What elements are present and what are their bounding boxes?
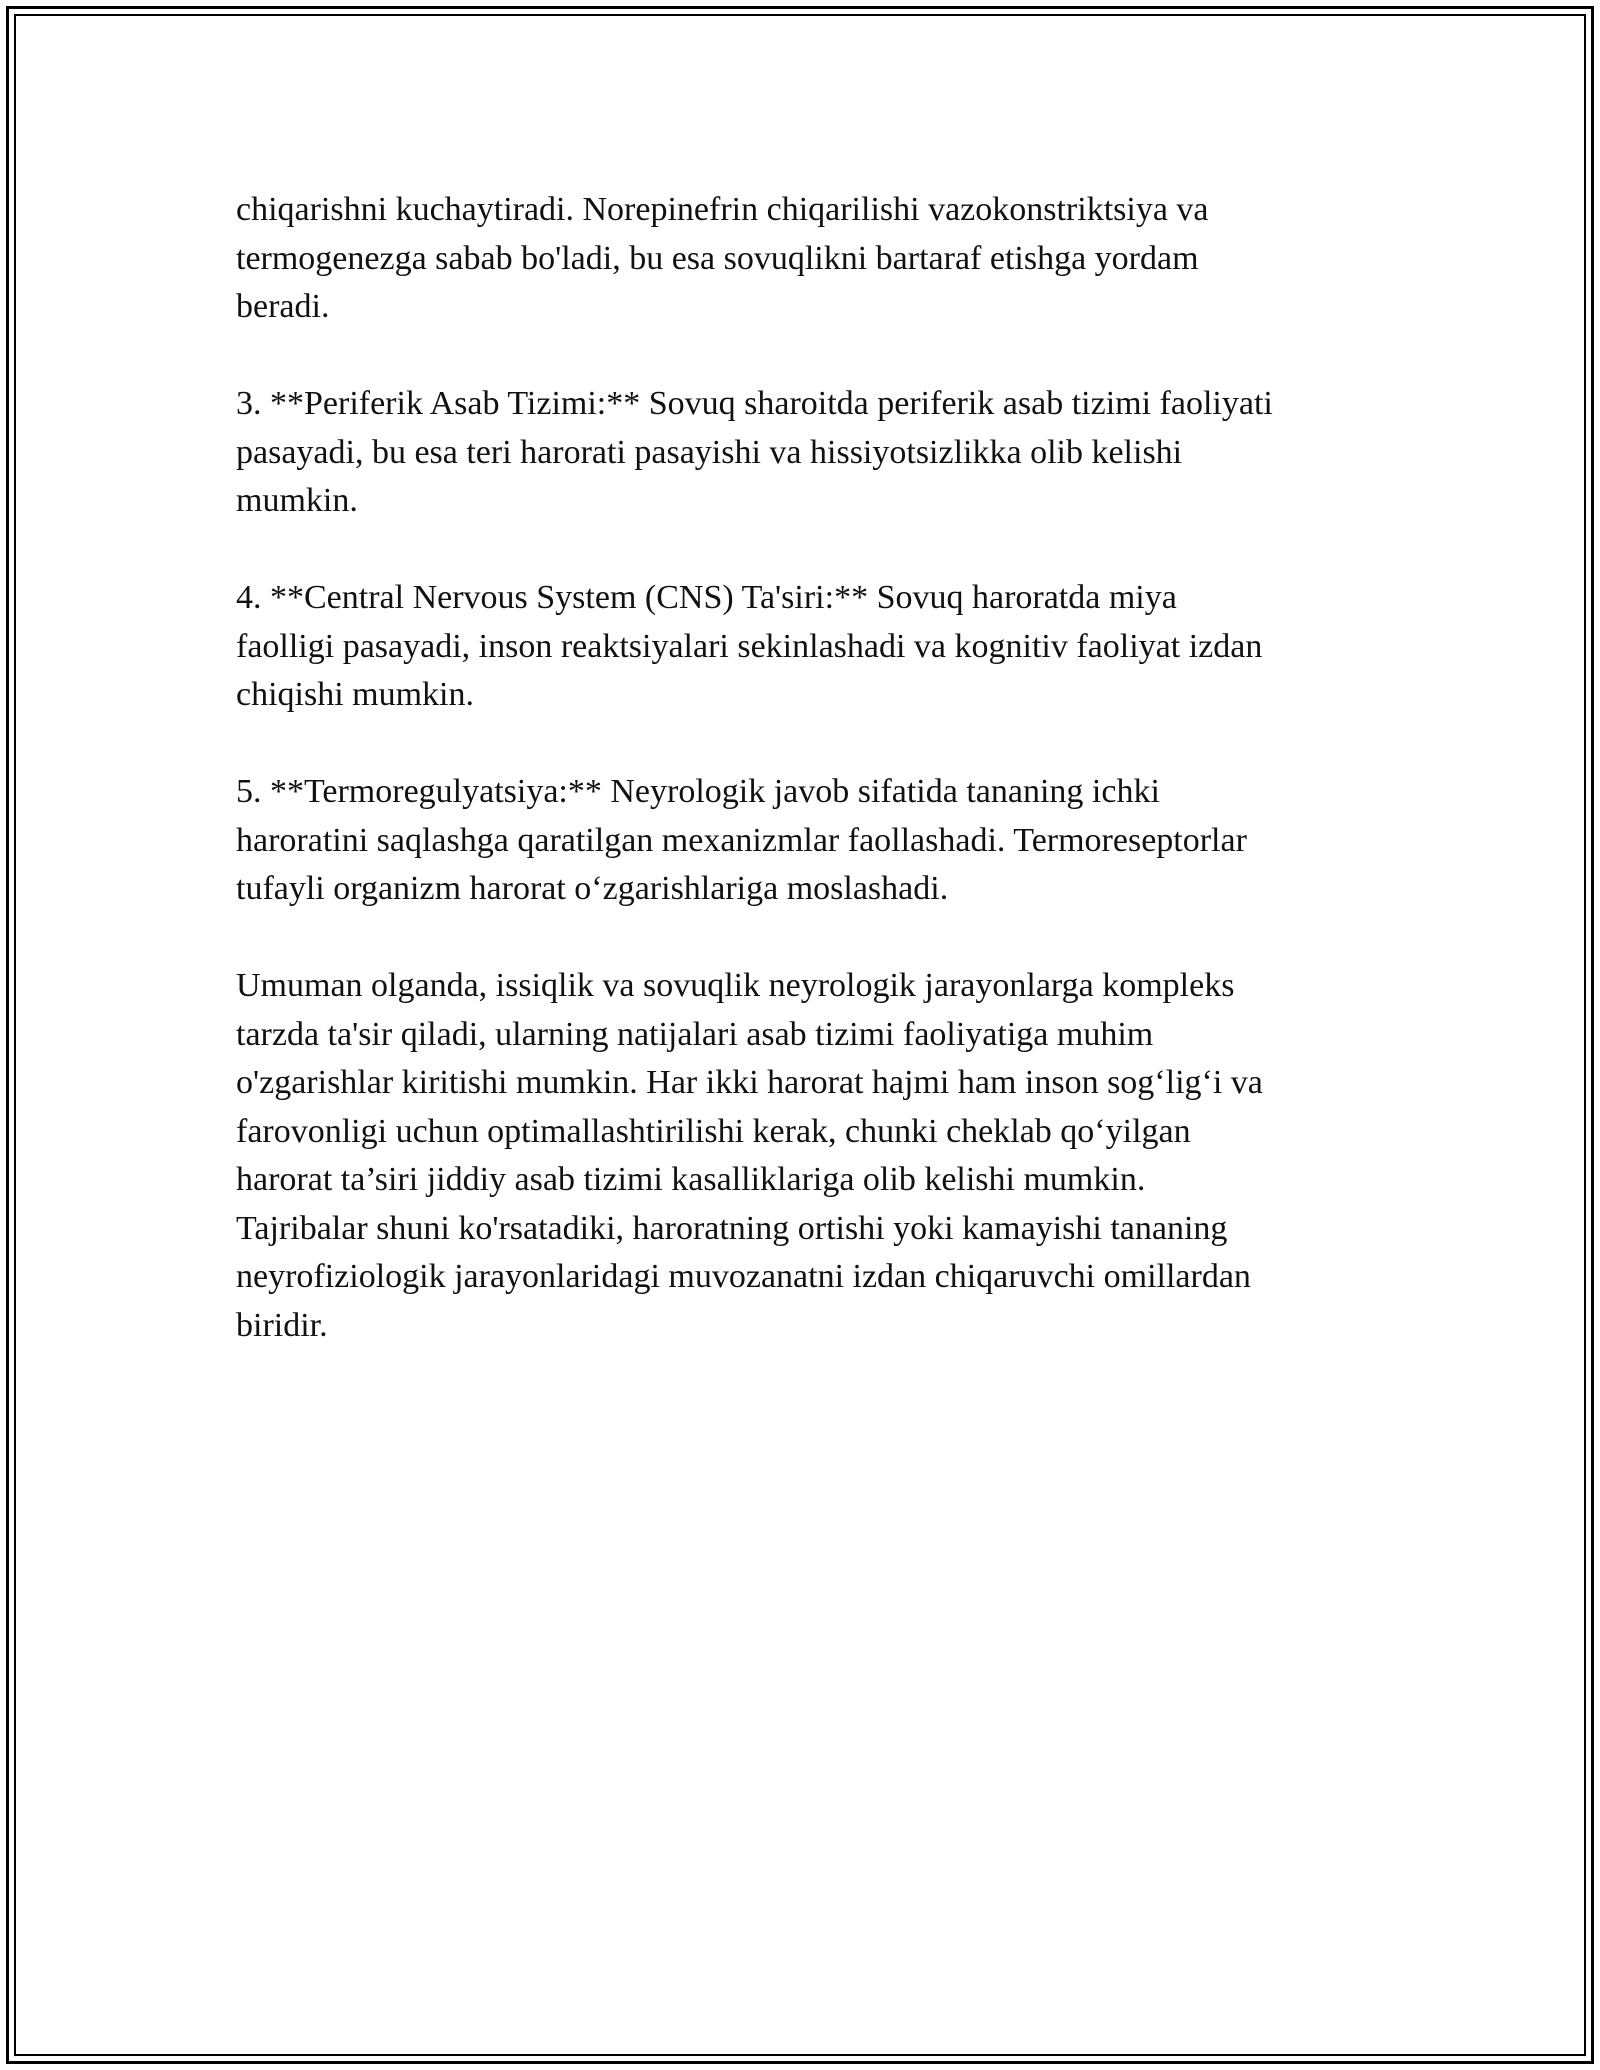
- text-line: haroratini saqlashga qaratilgan mexanizmlar faollashadi. Termoreseptorlar: [236, 821, 1247, 859]
- text-line: chiqarishni kuchaytiradi. Norepinefrin chiqarilishi vazokonstriktsiya va: [236, 191, 1209, 228]
- list-item-5: [236, 768, 1376, 914]
- text-line: neyrofiziologik jarayonlaridagi muvozanatni izdan chiqaruvchi omillardan: [236, 1258, 1251, 1295]
- text-line: mumkin.: [236, 482, 358, 519]
- text-line: 3. **Periferik Asab Tizimi:** Sovuq sharoitda periferik asab tizimi faoliyati: [236, 385, 1273, 422]
- text-line: chiqishi mumkin.: [236, 676, 474, 713]
- text-line: termogenezga sabab bo'ladi, bu esa sovuqlikni bartaraf etishga yordam: [236, 239, 1199, 277]
- text-line: tarzda ta'sir qiladi, ularning natijalari asab tizimi faoliyatiga muhim: [236, 1015, 1154, 1053]
- text-line: harorat ta’siri jiddiy asab tizimi kasalliklariga olib kelishi mumkin.: [236, 1161, 1146, 1198]
- paragraph-conclusion: [236, 962, 1376, 1350]
- text-line: biridir.: [236, 1306, 328, 1344]
- text-line: o'zgarishlar kiritishi mumkin. Har ikki harorat hajmi ham inson sog‘lig‘i va: [236, 1064, 1263, 1101]
- text-line: tufayli organizm harorat o‘zgarishlariga moslashadi.: [236, 870, 949, 907]
- list-item-4: [236, 574, 1376, 720]
- text-line: faolligi pasayadi, inson reaktsiyalari sekinlashadi va kognitiv faoliyat izdan: [236, 627, 1263, 665]
- text-line: 5. **Termoregulyatsiya:** Neyrologik javob sifatida tananing ichki: [236, 773, 1160, 810]
- text-line: pasayadi, bu esa teri harorati pasayishi va hissiyotsizlikka olib kelishi: [236, 433, 1183, 471]
- paragraph-continuation: [236, 186, 1376, 332]
- text-line: Tajribalar shuni ko'rsatadiki, haroratning ortishi yoki kamayishi tananing: [236, 1209, 1228, 1247]
- text-line: farovonligi uchun optimallashtirilishi kerak, chunki cheklab qo‘yilgan: [236, 1112, 1191, 1150]
- text-line: beradi.: [236, 288, 330, 325]
- text-line: Umuman olganda, issiqlik va sovuqlik neyrologik jarayonlarga kompleks: [236, 967, 1235, 1004]
- list-item-3: [236, 380, 1376, 526]
- text-line: 4. **Central Nervous System (CNS) Ta'siri:** Sovuq haroratda miya: [236, 579, 1177, 616]
- document-body: [236, 186, 1376, 1399]
